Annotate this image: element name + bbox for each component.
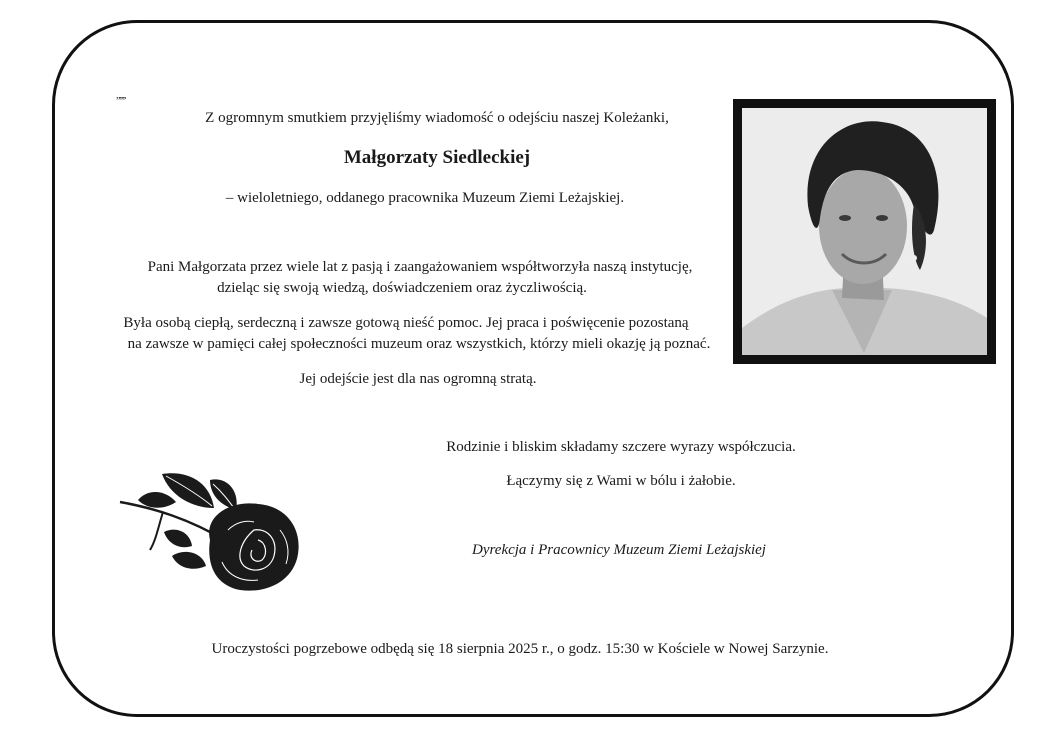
- loss-text: Jej odejście jest dla nas ogromną stratą.: [299, 371, 537, 387]
- condolences-text: Rodzinie i bliskim składamy szczere wyrazy współczucia.: [446, 439, 796, 455]
- paragraph2-line1: Była osobą ciepłą, serdeczną i zawsze gotową nieść pomoc. Jej praca i poświęcenie pozostaną: [123, 315, 689, 331]
- opening-quote-mark: „,,,,: [116, 90, 126, 101]
- rose-icon: [118, 470, 303, 595]
- role-text: – wieloletniego, oddanego pracownika Muzeum Ziemi Leżajskiej.: [225, 190, 625, 206]
- deceased-name: Małgorzaty Siedleckiej: [343, 147, 531, 168]
- signature: Dyrekcja i Pracownicy Muzeum Ziemi Leżajskiej: [472, 542, 766, 558]
- sorrow-text: Łączymy się z Wami w bólu i żałobie.: [506, 473, 736, 489]
- funeral-info: Uroczystości pogrzebowe odbędą się 18 sierpnia 2025 r., o godz. 15:30 w Kościele w Nowej Sarzynie.: [211, 641, 829, 657]
- paragraph1-line1: Pani Małgorzata przez wiele lat z pasją i zaangażowaniem współtworzyła naszą instytucję,: [147, 259, 693, 275]
- portrait-frame: [733, 99, 996, 364]
- intro-text: Z ogromnym smutkiem przyjęliśmy wiadomość o odejściu naszej Koleżanki,: [205, 110, 669, 126]
- paragraph1-line2: dzieląc się swoją wiedzą, doświadczeniem oraz życzliwością.: [217, 280, 587, 296]
- portrait-photo: [742, 108, 987, 355]
- paragraph2-line2: na zawsze w pamięci całej społeczności muzeum oraz wszystkich, którzy mieli okazję ją poznać.: [127, 336, 711, 352]
